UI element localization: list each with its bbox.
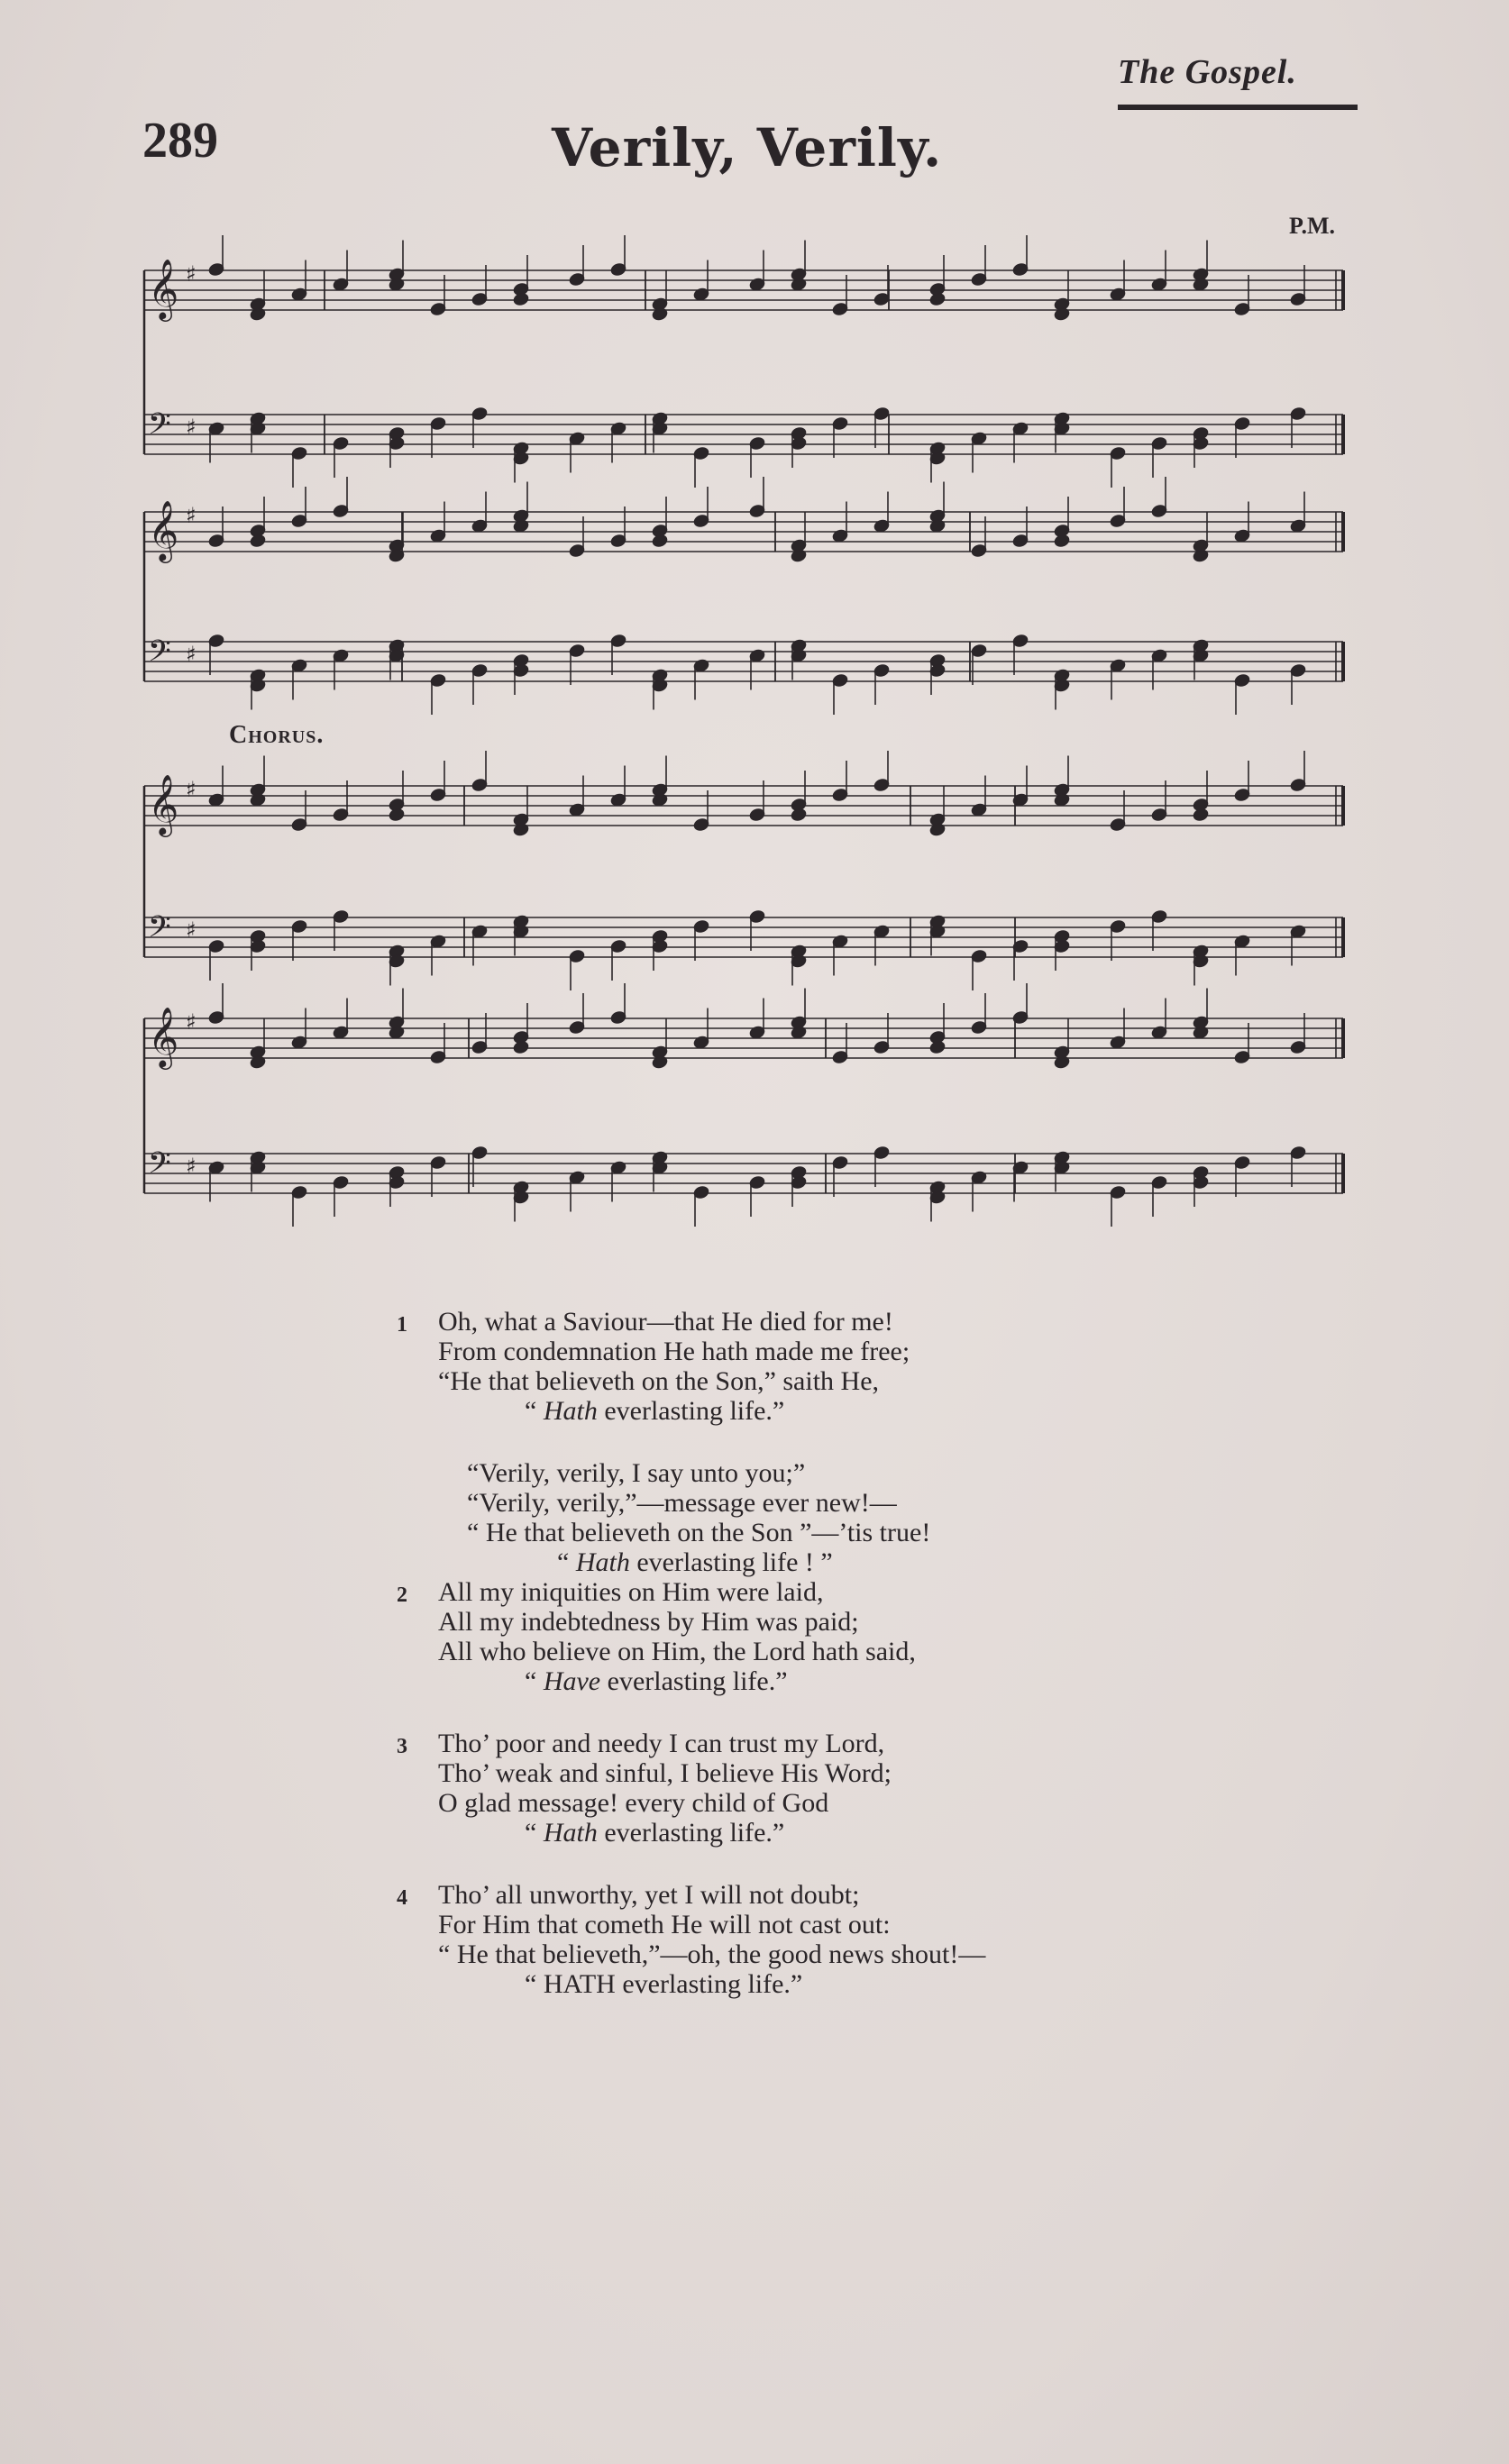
verse-line: O glad message! every child of God: [438, 1788, 829, 1818]
verse: [397, 1729, 985, 1848]
verse-line: Oh, what a Saviour—that He died for me!: [438, 1307, 893, 1337]
treble-clef-icon: 𝄞: [148, 499, 179, 561]
sharp-icon: ♯: [186, 1009, 197, 1035]
verses-block: [397, 1307, 985, 2031]
note-head: [1053, 1054, 1070, 1070]
verse-line: All my indebtedness by Him was paid;: [438, 1607, 859, 1637]
chorus-label: Chorus.: [229, 721, 325, 749]
note-head: [1192, 548, 1209, 563]
sharp-icon: ♯: [186, 261, 197, 287]
note-head: [928, 292, 946, 307]
sharp-icon: ♯: [186, 1154, 197, 1179]
treble-clef-icon: 𝄞: [148, 258, 179, 319]
note-head: [651, 1054, 668, 1070]
sharp-icon: ♯: [186, 503, 197, 528]
treble-clef-icon: 𝄞: [148, 773, 179, 835]
section-title: The Gospel.: [1118, 53, 1297, 91]
bass-clef-icon: 𝄢: [148, 910, 171, 952]
bass-clef-icon: 𝄢: [148, 407, 171, 449]
sharp-icon: ♯: [186, 917, 197, 943]
hymn-number: 289: [142, 113, 218, 169]
verse: [397, 1307, 985, 1426]
verse-number: 4: [397, 1886, 407, 1910]
verse: [397, 1880, 985, 1999]
note-head: [651, 534, 668, 549]
verse-line: “Verily, verily, I say unto you;”: [467, 1458, 806, 1488]
verse-number: 1: [397, 1313, 407, 1337]
verse-line: All who believe on Him, the Lord hath said,: [438, 1637, 916, 1666]
chorus-verse: [397, 1458, 985, 1577]
bass-clef-icon: 𝄢: [148, 1146, 171, 1188]
bass-clef-icon: 𝄢: [148, 634, 171, 676]
verse-line: Tho’ all unworthy, yet I will not doubt;: [438, 1880, 860, 1910]
verse-line: Tho’ weak and sinful, I believe His Word;: [438, 1758, 892, 1788]
note-head: [928, 822, 946, 837]
verse-line: From condemnation He hath made me free;: [438, 1337, 910, 1366]
verse-line: “ Have everlasting life.”: [525, 1666, 788, 1696]
verse-line: For Him that cometh He will not cast out:: [438, 1910, 891, 1939]
note-head: [928, 1040, 946, 1055]
verse-line: “ Hath everlasting life.”: [525, 1396, 785, 1426]
sharp-icon: ♯: [186, 415, 197, 440]
note-head: [512, 1040, 529, 1055]
sharp-icon: ♯: [186, 777, 197, 802]
verse-line: Tho’ poor and needy I can trust my Lord,: [438, 1729, 885, 1758]
note-head: [512, 292, 529, 307]
verse-line: “ He that believeth,”—oh, the good news shout!—: [438, 1939, 986, 1969]
note-head: [249, 1054, 266, 1070]
note-head: [512, 822, 529, 837]
note-head: [249, 306, 266, 322]
verse-number: 3: [397, 1735, 407, 1758]
note-head: [249, 534, 266, 549]
note-head: [1053, 534, 1070, 549]
note-head: [790, 548, 807, 563]
verse-line: “ Hath everlasting life.”: [525, 1818, 785, 1848]
note-head: [1192, 808, 1209, 823]
verse: [397, 1577, 985, 1696]
treble-clef-icon: 𝄞: [148, 1006, 179, 1067]
note-head: [790, 808, 807, 823]
verse-line: “ He that believeth on the Son ”—’tis true!: [467, 1518, 931, 1547]
hymn-title: Verily, Verily.: [552, 117, 943, 178]
meter-label: P.M.: [1289, 213, 1336, 239]
sharp-icon: ♯: [186, 642, 197, 667]
note-head: [1053, 306, 1070, 322]
note-head: [388, 808, 405, 823]
verse-line: “Verily, verily,”—message ever new!—: [467, 1488, 897, 1518]
verse-line: All my iniquities on Him were laid,: [438, 1577, 824, 1607]
note-head: [651, 306, 668, 322]
verse-line: “ Hath everlasting life ! ”: [557, 1547, 833, 1577]
verse-line: “ HATH everlasting life.”: [525, 1969, 803, 1999]
verse-line: “He that believeth on the Son,” saith He,: [438, 1366, 880, 1396]
verse-number: 2: [397, 1583, 407, 1607]
